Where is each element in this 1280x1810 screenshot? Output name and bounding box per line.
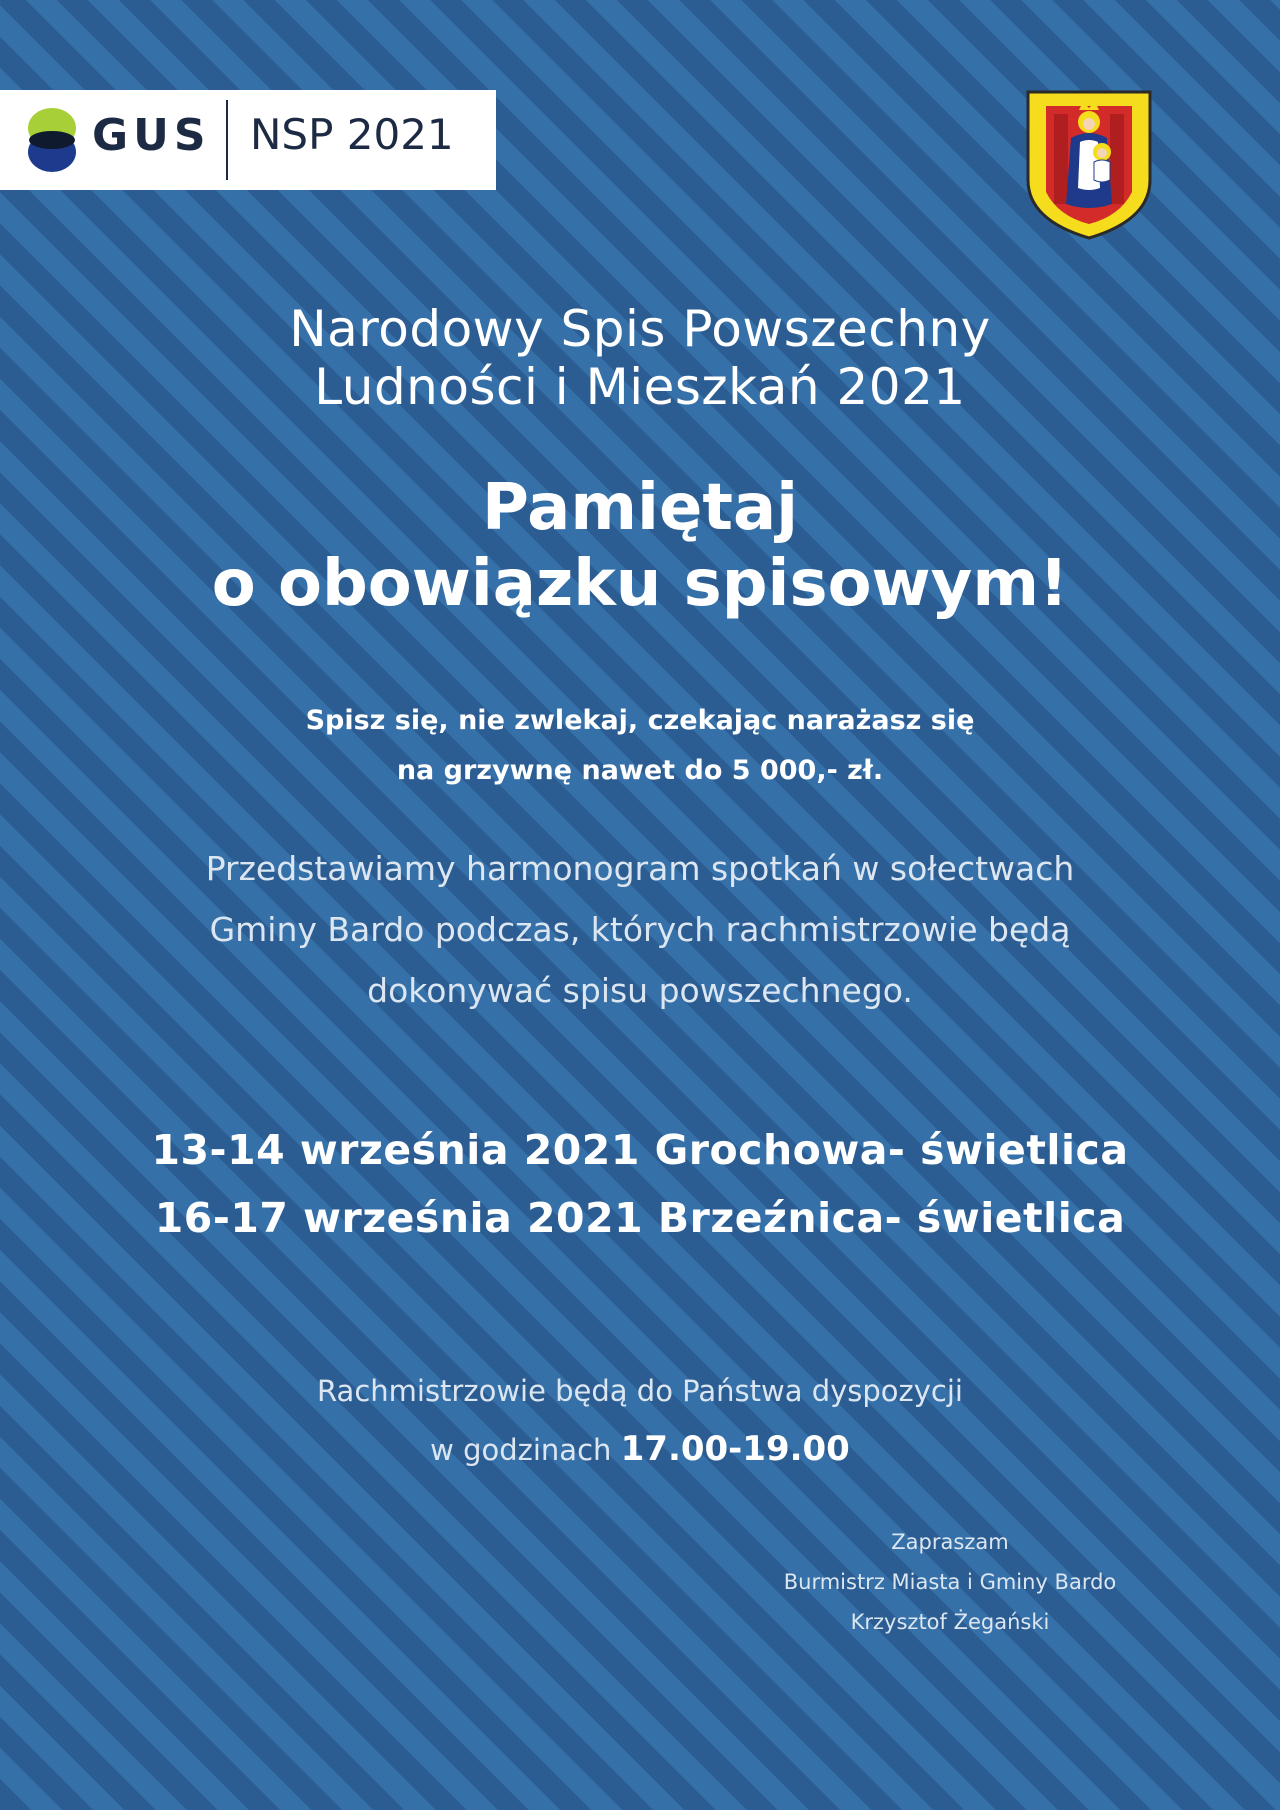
signoff-line-1: Zapraszam <box>891 1530 1009 1554</box>
census-title-line-2: Ludności i Mieszkań 2021 <box>314 358 966 416</box>
schedule-item: 13-14 września 2021 Grochowa- świetlica <box>151 1126 1129 1174</box>
headline-line-1: Pamiętaj <box>481 471 799 545</box>
headline-line-2: o obowiązku spisowym! <box>211 547 1069 621</box>
fine-notice <box>0 696 1280 796</box>
signoff-line-3: Krzysztof Żegański <box>850 1610 1050 1634</box>
schedule-intro-line-3: dokonywać spisu powszechnego. <box>367 971 913 1010</box>
census-label: NSP 2021 <box>250 110 454 159</box>
fine-notice-line-1: Spisz się, nie zwlekaj, czekając narażasz się <box>305 705 975 736</box>
bardo-coat-of-arms-icon <box>1024 88 1154 242</box>
schedule-item: 16-17 września 2021 Brzeźnica- świetlica <box>154 1194 1126 1242</box>
hours-time: 17.00-19.00 <box>620 1429 850 1469</box>
hours-prefix: w godzinach <box>430 1433 621 1467</box>
schedule-intro <box>0 838 1280 1021</box>
fine-notice-line-2: na grzywnę nawet do 5 000,- zł. <box>396 755 884 786</box>
signoff-line-2: Burmistrz Miasta i Gminy Bardo <box>783 1570 1117 1594</box>
hours-notice <box>0 1362 1280 1479</box>
headline <box>0 470 1280 622</box>
schedule-list <box>0 1116 1280 1252</box>
signoff <box>700 1522 1200 1642</box>
gus-logo-text: GUS <box>92 110 211 161</box>
hours-line-2 <box>0 1420 1280 1479</box>
hours-line-1: Rachmistrzowie będą do Państwa dyspozycji <box>317 1374 963 1408</box>
census-title <box>0 300 1280 416</box>
schedule-intro-line-1: Przedstawiamy harmonogram spotkań w sołectwach <box>205 849 1075 888</box>
schedule-intro-line-2: Gminy Bardo podczas, których rachmistrzowie będą <box>209 910 1071 949</box>
gus-logo-banner <box>0 90 496 190</box>
gus-logo-icon <box>26 104 78 176</box>
logo-divider <box>226 100 228 180</box>
census-title-line-1: Narodowy Spis Powszechny <box>289 300 991 358</box>
